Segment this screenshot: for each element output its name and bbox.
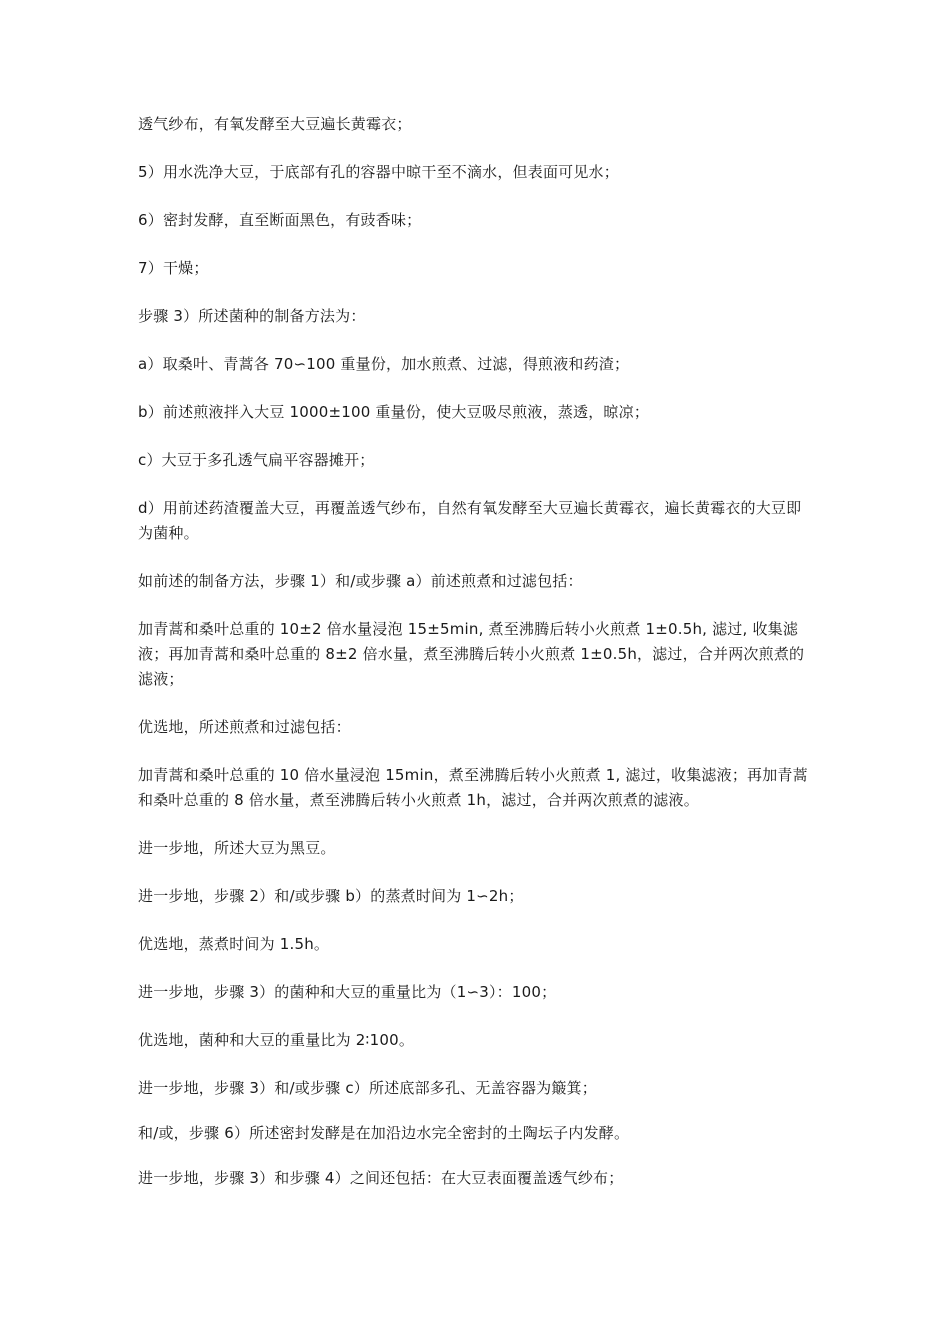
paragraph-9: d）用前述药渣覆盖大豆，再覆盖透气纱布，自然有氧发酵至大豆遍长黄霉衣，遍长黄霉衣的大豆即为菌种。 <box>138 499 802 542</box>
paragraph-1: 透气纱布，有氧发酵至大豆遍长黄霉衣； <box>138 115 412 133</box>
paragraph-13: 加青蒿和桑叶总重的 10 倍水量浸泡 15min，煮至沸腾后转小火煎煮 1, 滤过，收集滤液；再加青蒿和桑叶总重的 8 倍水量，煮至沸腾后转小火煎煮 1h，滤过，合并两次煎煮的滤液。 <box>138 766 808 809</box>
paragraph-11: 加青蒿和桑叶总重的 10±2 倍水量浸泡 15±5min, 煮至沸腾后转小火煎煮 1±0.5h, 滤过, 收集滤液；再加青蒿和桑叶总重的 8±2 倍水量，煮至沸腾后转小火煎煮 1±0.5h，滤过，合并两次煎煮的滤液； <box>138 620 805 688</box>
paragraph-10: 如前述的制备方法，步骤 1）和/或步骤 a）前述煎煮和过滤包括： <box>138 572 583 590</box>
paragraph-5: 步骤 3）所述菌种的制备方法为： <box>138 307 366 325</box>
document-body <box>138 112 814 1211</box>
paragraph-12: 优选地，所述煎煮和过滤包括： <box>138 718 351 736</box>
paragraph-7: b）前述煎液拌入大豆 1000±100 重量份，使大豆吸尽煎液，蒸透，晾凉； <box>138 403 650 421</box>
paragraph-8: c）大豆于多孔透气扁平容器摊开； <box>138 451 375 469</box>
paragraph-15: 进一步地，步骤 2）和/或步骤 b）的蒸煮时间为 1∽2h； <box>138 887 524 905</box>
paragraph-6: a）取桑叶、青蒿各 70∽100 重量份，加水煎煮、过滤，得煎液和药渣； <box>138 355 630 373</box>
paragraph-17: 进一步地，步骤 3）的菌种和大豆的重量比为（1∽3）：100； <box>138 983 557 1001</box>
paragraph-18: 优选地，菌种和大豆的重量比为 2∶100。 <box>138 1031 415 1049</box>
paragraph-3: 6）密封发酵，直至断面黑色，有豉香味； <box>138 211 422 229</box>
paragraph-21: 进一步地，步骤 3）和步骤 4）之间还包括：在大豆表面覆盖透气纱布； <box>138 1169 624 1187</box>
paragraph-16: 优选地，蒸煮时间为 1.5h。 <box>138 935 330 953</box>
paragraph-19: 进一步地，步骤 3）和/或步骤 c）所述底部多孔、无盖容器为簸箕； <box>138 1079 597 1097</box>
paragraph-14: 进一步地，所述大豆为黑豆。 <box>138 839 336 857</box>
paragraph-4: 7）干燥； <box>138 259 209 277</box>
paragraph-20: 和/或，步骤 6）所述密封发酵是在加沿边水完全密封的土陶坛子内发酵。 <box>138 1124 630 1142</box>
paragraph-2: 5）用水洗净大豆，于底部有孔的容器中晾干至不滴水，但表面可见水； <box>138 163 619 181</box>
